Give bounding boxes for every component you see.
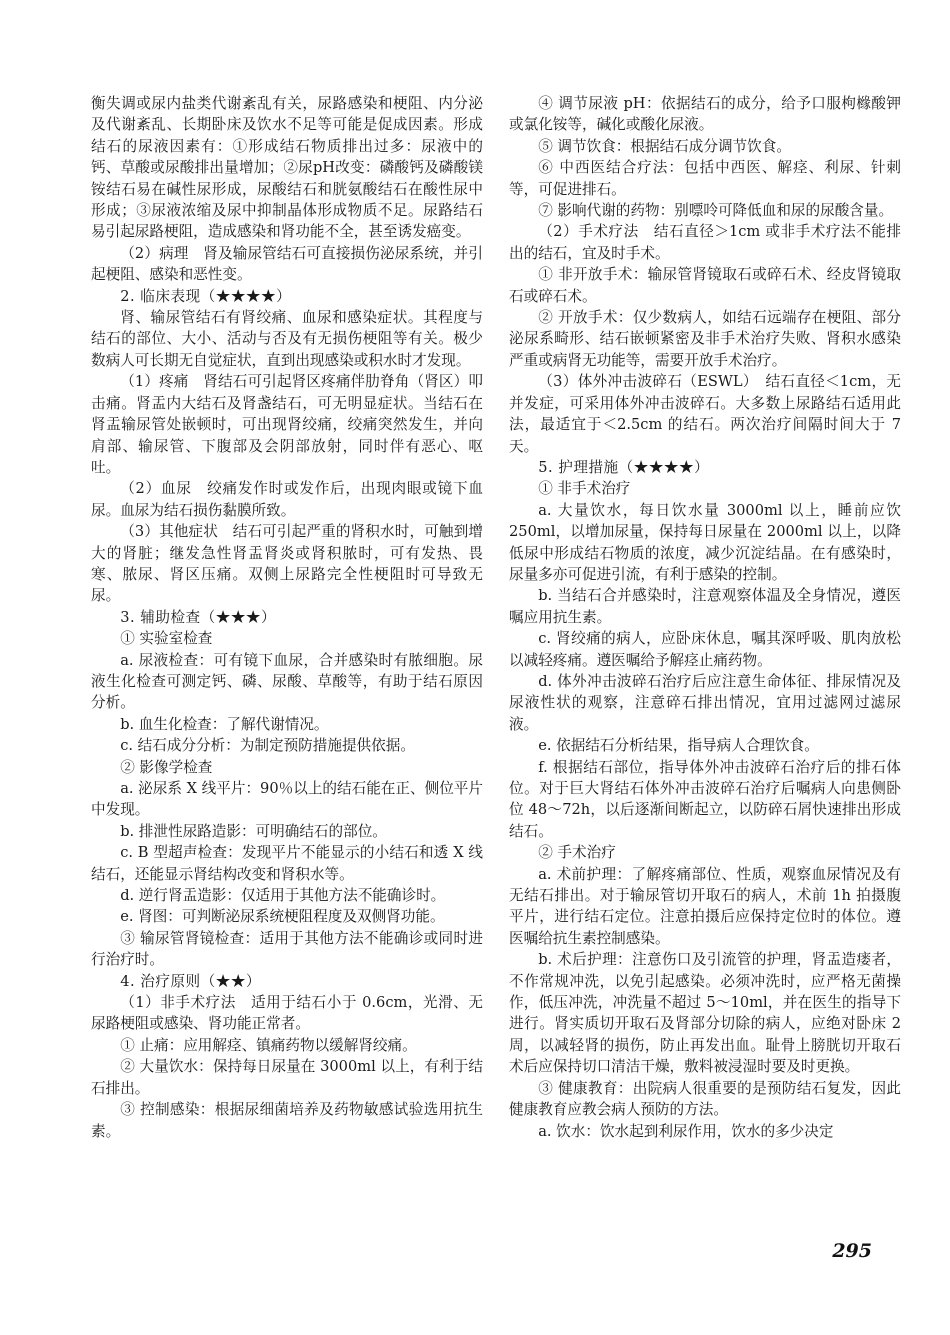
section-heading: 4. 治疗原则（★★）: [120, 972, 262, 990]
paragraph: ③ 控制感染：根据尿细菌培养及药物敏感试验选用抗生素。: [91, 1101, 483, 1140]
paragraph: b. 排泄性尿路造影：可明确结石的部位。: [120, 822, 387, 840]
paragraph: b. 当结石合并感染时，注意观察体温及全身情况，遵医嘱应用抗生素。: [509, 587, 901, 626]
paragraph: （1）疼痛 肾结石可引起肾区疼痛伴肋脊角（肾区）叩击痛。肾盂内大结石及肾盏结石，可无明显症状。当结石在肾盂输尿管处嵌顿时，可出现肾绞痛，绞痛突然发生，并向肩部、输尿管、下腹部及会阴部放射，同时伴有恶心、呕吐。: [91, 373, 483, 476]
paragraph: a. 大量饮水，每日饮水量 3000ml 以上，睡前应饮 250ml，以增加尿量，保持每日尿量在 2000ml 以上，以降低尿中形成结石物质的浓度，减少沉淀结晶。在有感染时，尿量多亦可促进引流，有利于感染的控制。: [509, 501, 901, 583]
paragraph: c. 结石成分分析：为制定预防措施提供依据。: [120, 737, 415, 755]
paragraph: 衡失调或尿内盐类代谢紊乱有关，尿路感染和梗阻、内分泌及代谢紊乱、长期卧床及饮水不足等可能是促成因素。形成结石的尿液因素有：①形成结石物质排出过多：尿液中的钙、草酸或尿酸排出量增加；②尿pH改变：磷酸钙及磷酸镁铵结石易在碱性尿形成，尿酸结石和胱氨酸结石在酸性尿中形成；③尿液浓缩及尿中抑制晶体形成物质不足。尿路结石易引起尿路梗阻，造成感染和肾功能不全，甚至诱发癌变。: [91, 95, 483, 241]
paragraph: ② 开放手术：仅少数病人，如结石远端存在梗阻、部分泌尿系畸形、结石嵌顿紧密及非手术治疗失败、肾积水感染严重或病肾无功能等，需要开放手术治疗。: [509, 309, 901, 369]
paragraph: a. 泌尿系 X 线平片：90％以上的结石能在正、侧位平片中发现。: [91, 780, 483, 819]
paragraph: ① 非开放手术：输尿管肾镜取石或碎石术、经皮肾镜取石或碎石术。: [509, 266, 901, 305]
section-heading: 2. 临床表现（★★★★）: [120, 287, 292, 305]
section-heading: 5. 护理措施（★★★★）: [538, 458, 710, 476]
paragraph: a. 饮水：饮水起到利尿作用，饮水的多少决定: [538, 1122, 834, 1140]
paragraph: ① 实验室检查: [120, 630, 213, 648]
paragraph: b. 血生化检查：了解代谢情况。: [120, 715, 329, 733]
paragraph: a. 尿液检查：可有镜下血尿，合并感染时有脓细胞。尿液生化检查可测定钙、磷、尿酸、草酸等，有助于结石原因分析。: [91, 651, 483, 712]
paragraph: （3）体外冲击波碎石（ESWL） 结石直径＜1cm，无并发症，可采用体外冲击波碎石。大多数上尿路结石适用此法，最适宜于＜2.5cm 的结石。两次治疗间隔时间大于 7 天。: [509, 373, 901, 455]
paragraph: e. 依据结石分析结果，指导病人合理饮食。: [538, 737, 819, 755]
paragraph: f. 根据结石部位，指导体外冲击波碎石治疗后的排石体位。对于巨大肾结石体外冲击波碎石治疗后嘱病人向患侧卧位 48～72h，以后逐渐间断起立，以防碎石屑快速排出形成结石。: [509, 758, 901, 840]
paragraph: （1）非手术疗法 适用于结石小于 0.6cm，光滑、无尿路梗阻或感染、肾功能正常者。: [91, 994, 483, 1033]
paragraph: （2）血尿 绞痛发作时或发作后，出现肉眼或镜下血尿。血尿为结石损伤黏膜所致。: [91, 480, 483, 519]
paragraph: （2）病理 肾及输尿管结石可直接损伤泌尿系统，并引起梗阻、感染和恶性变。: [91, 244, 483, 284]
page-number: 295: [832, 1240, 872, 1262]
paragraph: （3）其他症状 结石可引起严重的肾积水时，可触到增大的肾脏；继发急性肾盂肾炎或肾积脓时，可有发热、畏寒、脓尿、肾区压痛。双侧上尿路完全性梗阻时可导致无尿。: [91, 523, 483, 605]
paragraph: ⑦ 影响代谢的药物：别嘌呤可降低血和尿的尿酸含量。: [538, 202, 894, 220]
paragraph: b. 术后护理：注意伤口及引流管的护理，肾盂造瘘者，不作常规冲洗，以免引起感染。必须冲洗时，应严格无菌操作，低压冲洗，冲洗量不超过 5～10ml，并在医生的指导下进行。肾实质切开取石及肾部分切除的病人，应绝对卧床 2 周，以减轻肾的损伤，防止再发出血。耻骨上膀胱切开取石术后应保持切口清洁干燥，敷料被浸湿时要及时更换。: [509, 951, 901, 1076]
paragraph: c. B 型超声检查：发现平片不能显示的小结石和透 X 线结石，还能显示肾结构改变和肾积水等。: [91, 844, 483, 883]
paragraph: c. 肾绞痛的病人，应卧床休息，嘱其深呼吸、肌肉放松以减轻疼痛。遵医嘱给予解痉止痛药物。: [509, 630, 901, 669]
paragraph: ② 手术治疗: [538, 844, 616, 862]
paragraph: ① 止痛：应用解痉、镇痛药物以缓解肾绞痛。: [120, 1036, 417, 1054]
left-column: [91, 93, 483, 1142]
paragraph: ③ 健康教育：出院病人很重要的是预防结石复发，因此健康教育应教会病人预防的方法。: [509, 1079, 901, 1119]
paragraph: ② 大量饮水：保持每日尿量在 3000ml 以上，有利于结石排出。: [91, 1058, 483, 1097]
paragraph: 肾、输尿管结石有肾绞痛、血尿和感染症状。其程度与结石的部位、大小、活动与否及有无损伤梗阻等有关。极少数病人可长期无自觉症状，直到出现感染或积水时才发现。: [91, 309, 483, 369]
paragraph: ⑥ 中西医结合疗法：包括中西医、解痉、利尿、针刺等，可促进排石。: [509, 159, 901, 198]
paragraph: d. 逆行肾盂造影：仅适用于其他方法不能确诊时。: [120, 887, 446, 905]
paragraph: ② 影像学检查: [120, 758, 213, 776]
paragraph: a. 术前护理：了解疼痛部位、性质，观察血尿情况及有无结石排出。对于输尿管切开取石的病人，术前 1h 拍摄腹平片，进行结石定位。注意拍摄后应保持定位时的体位。遵医嘱给抗生素控制感染。: [509, 865, 901, 947]
paragraph: e. 肾图：可判断泌尿系统梗阻程度及双侧肾功能。: [120, 908, 445, 926]
right-column: [509, 93, 901, 1142]
paragraph: ④ 调节尿液 pH：依据结石的成分，给予口服枸橼酸钾或氯化铵等，碱化或酸化尿液。: [509, 95, 901, 134]
paragraph: d. 体外冲击波碎石治疗后应注意生命体征、排尿情况及尿液性状的观察，注意碎石排出情况，宜用过滤网过滤尿液。: [509, 672, 901, 733]
paragraph: （2）手术疗法 结石直径＞1cm 或非手术疗法不能排出的结石，宜及时手术。: [509, 223, 901, 262]
paragraph: ① 非手术治疗: [538, 480, 631, 498]
paragraph: ③ 输尿管肾镜检查：适用于其他方法不能确诊或同时进行治疗时。: [91, 929, 483, 969]
section-heading: 3. 辅助检查（★★★）: [120, 608, 277, 626]
paragraph: ⑤ 调节饮食：根据结石成分调节饮食。: [538, 137, 791, 155]
